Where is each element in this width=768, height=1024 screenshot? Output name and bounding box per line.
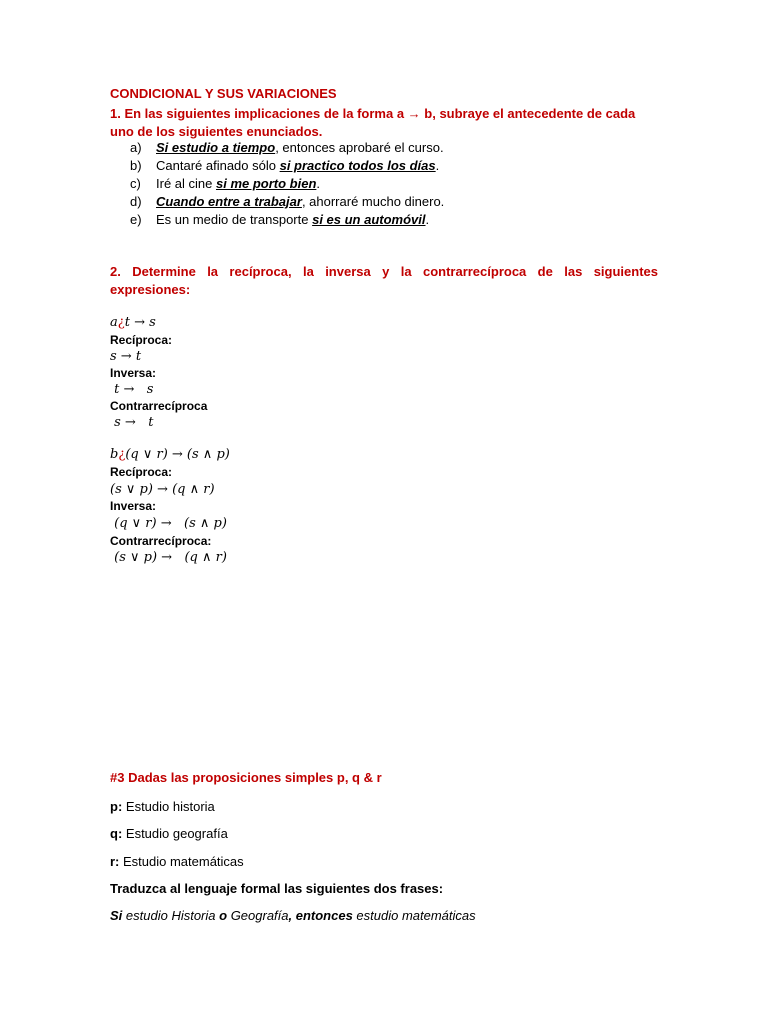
sentence-to-translate: Si estudio Historia o Geografía, entonces estudio matemáticas <box>110 908 476 923</box>
proposition-q: q: Estudio geografía <box>110 826 228 841</box>
list-item: a) Si estudio a tiempo, entonces aprobaré el curso. <box>130 140 444 155</box>
reciproca-label: Recíproca: <box>110 333 173 347</box>
question-1-prompt: 1. En las siguientes implicaciones de la forma a → b, subraye el antecedente de cada uno de los siguientes enunciados. <box>110 106 636 139</box>
expression-b: b¿(q ∨ r) → (s ∧ p) <box>110 447 230 462</box>
inversa-b: (q ∨ r) → (s ∧ p) <box>110 516 227 531</box>
contrarreciproca-label: Contrarrecíproca: <box>110 534 212 548</box>
question-1-list <box>130 139 444 229</box>
section-title: CONDICIONAL Y SUS VARIACIONES <box>110 86 337 101</box>
unknown-symbol: ¿ <box>117 315 125 330</box>
contrarreciproca-label: Contrarrecíproca <box>110 399 208 413</box>
inversa-label: Inversa: <box>110 499 157 513</box>
list-item: d) Cuando entre a trabajar, ahorraré mucho dinero. <box>130 194 445 209</box>
question-3-title: #3 Dadas las proposiciones simples p, q & r <box>110 770 382 785</box>
underlined-antecedent: si es un automóvil <box>312 212 426 227</box>
instruction: Traduzca al lenguaje formal las siguientes dos frases: <box>110 881 444 896</box>
underlined-antecedent: si me porto bien <box>215 176 317 191</box>
underlined-antecedent: Cuando entre a trabajar <box>156 194 302 209</box>
unknown-symbol: ¿ <box>118 447 126 462</box>
contrarreciproca-b: (s ∨ p) → (q ∧ r) <box>110 550 227 565</box>
reciproca-b: (s ∨ p) → (q ∧ r) <box>110 482 215 497</box>
list-item: b) Cantaré afinado sólo si practico todos los días. <box>130 158 440 173</box>
list-item: e) Es un medio de transporte si es un automóvil. <box>130 212 430 227</box>
proposition-p: p: Estudio historia <box>110 799 215 814</box>
reciproca-a: s → t <box>110 349 142 364</box>
question-2-prompt: 2. Determine la recíproca, la inversa y la contrarrecíproca de las siguientes expresiones: <box>110 264 658 297</box>
underlined-antecedent: si practico todos los días <box>279 158 436 173</box>
reciproca-label: Recíproca: <box>110 465 173 479</box>
contrarreciproca-a: s → t <box>110 415 154 430</box>
inversa-label: Inversa: <box>110 366 157 380</box>
inversa-a: t → s <box>110 382 154 397</box>
list-item: c) Iré al cine si me porto bien. <box>130 176 321 191</box>
expression-a: a¿t → s <box>110 315 156 330</box>
proposition-r: r: Estudio matemáticas <box>110 854 244 869</box>
underlined-antecedent: Si estudio a tiempo <box>156 140 276 155</box>
